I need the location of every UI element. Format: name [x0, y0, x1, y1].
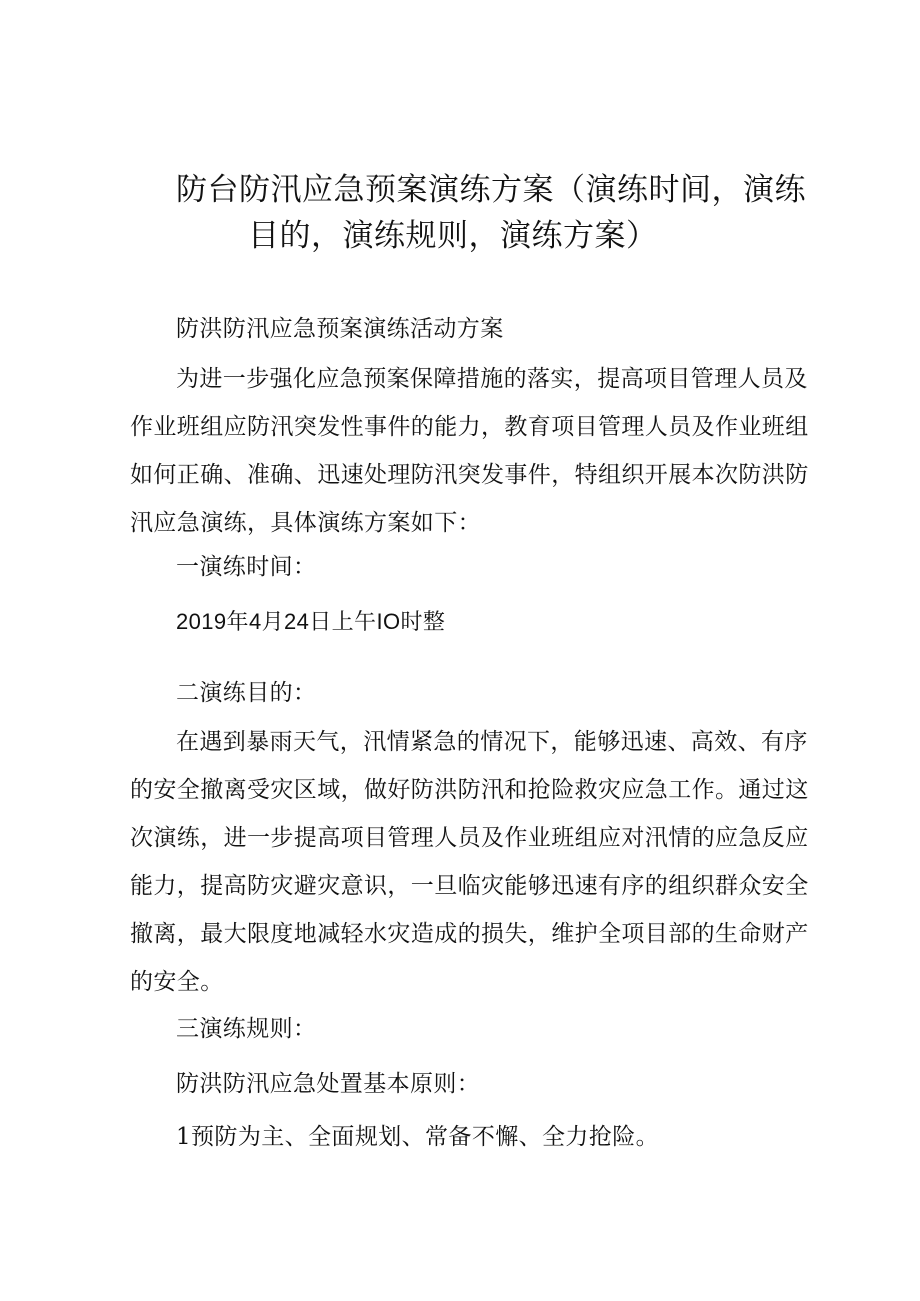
section-1-heading: 一演练时间： — [176, 554, 317, 580]
title-line-1: 防台防汛应急预案演练方案（演练时间，演练 — [176, 172, 806, 208]
intro-paragraph: 为进一步强化应急预案保障措施的落实，提高项目管理人员及作业班组应防汛突发性事件的能力，教育项目管理人员及作业班组如何正确、准确、迅速处理防汛突发事件，特组织开展本次防洪防汛应急演练，具体演练方案如下： — [130, 366, 809, 536]
title-line-2: 目的，演练规则，演练方案） — [248, 218, 658, 254]
section-3-heading: 三演练规则： — [176, 1016, 317, 1042]
principle-item-1: 1预防为主、全面规划、常备不懈、全力抢险。 — [176, 1124, 660, 1150]
section-3-subheading: 防洪防汛应急处置基本原则： — [176, 1071, 481, 1097]
section-2-heading: 二演练目的： — [176, 680, 317, 706]
section-2-paragraph: 在遇到暴雨天气，汛情紧急的情况下，能够迅速、高效、有序的安全撤离受灾区域，做好防洪防汛和抢险救灾应急工作。通过这次演练，进一步提高项目管理人员及作业班组应对汛情的应急反应能力，提高防灾避灾意识，一旦临灾能够迅速有序的组织群众安全撤离，最大限度地减轻水灾造成的损失，维护全项目部的生命财产的安全。 — [130, 729, 809, 995]
section-1-content: 2019年4月24日上午IO时整 — [176, 609, 446, 634]
subtitle: 防洪防汛应急预案演练活动方案 — [176, 316, 504, 342]
document-title — [176, 167, 816, 259]
